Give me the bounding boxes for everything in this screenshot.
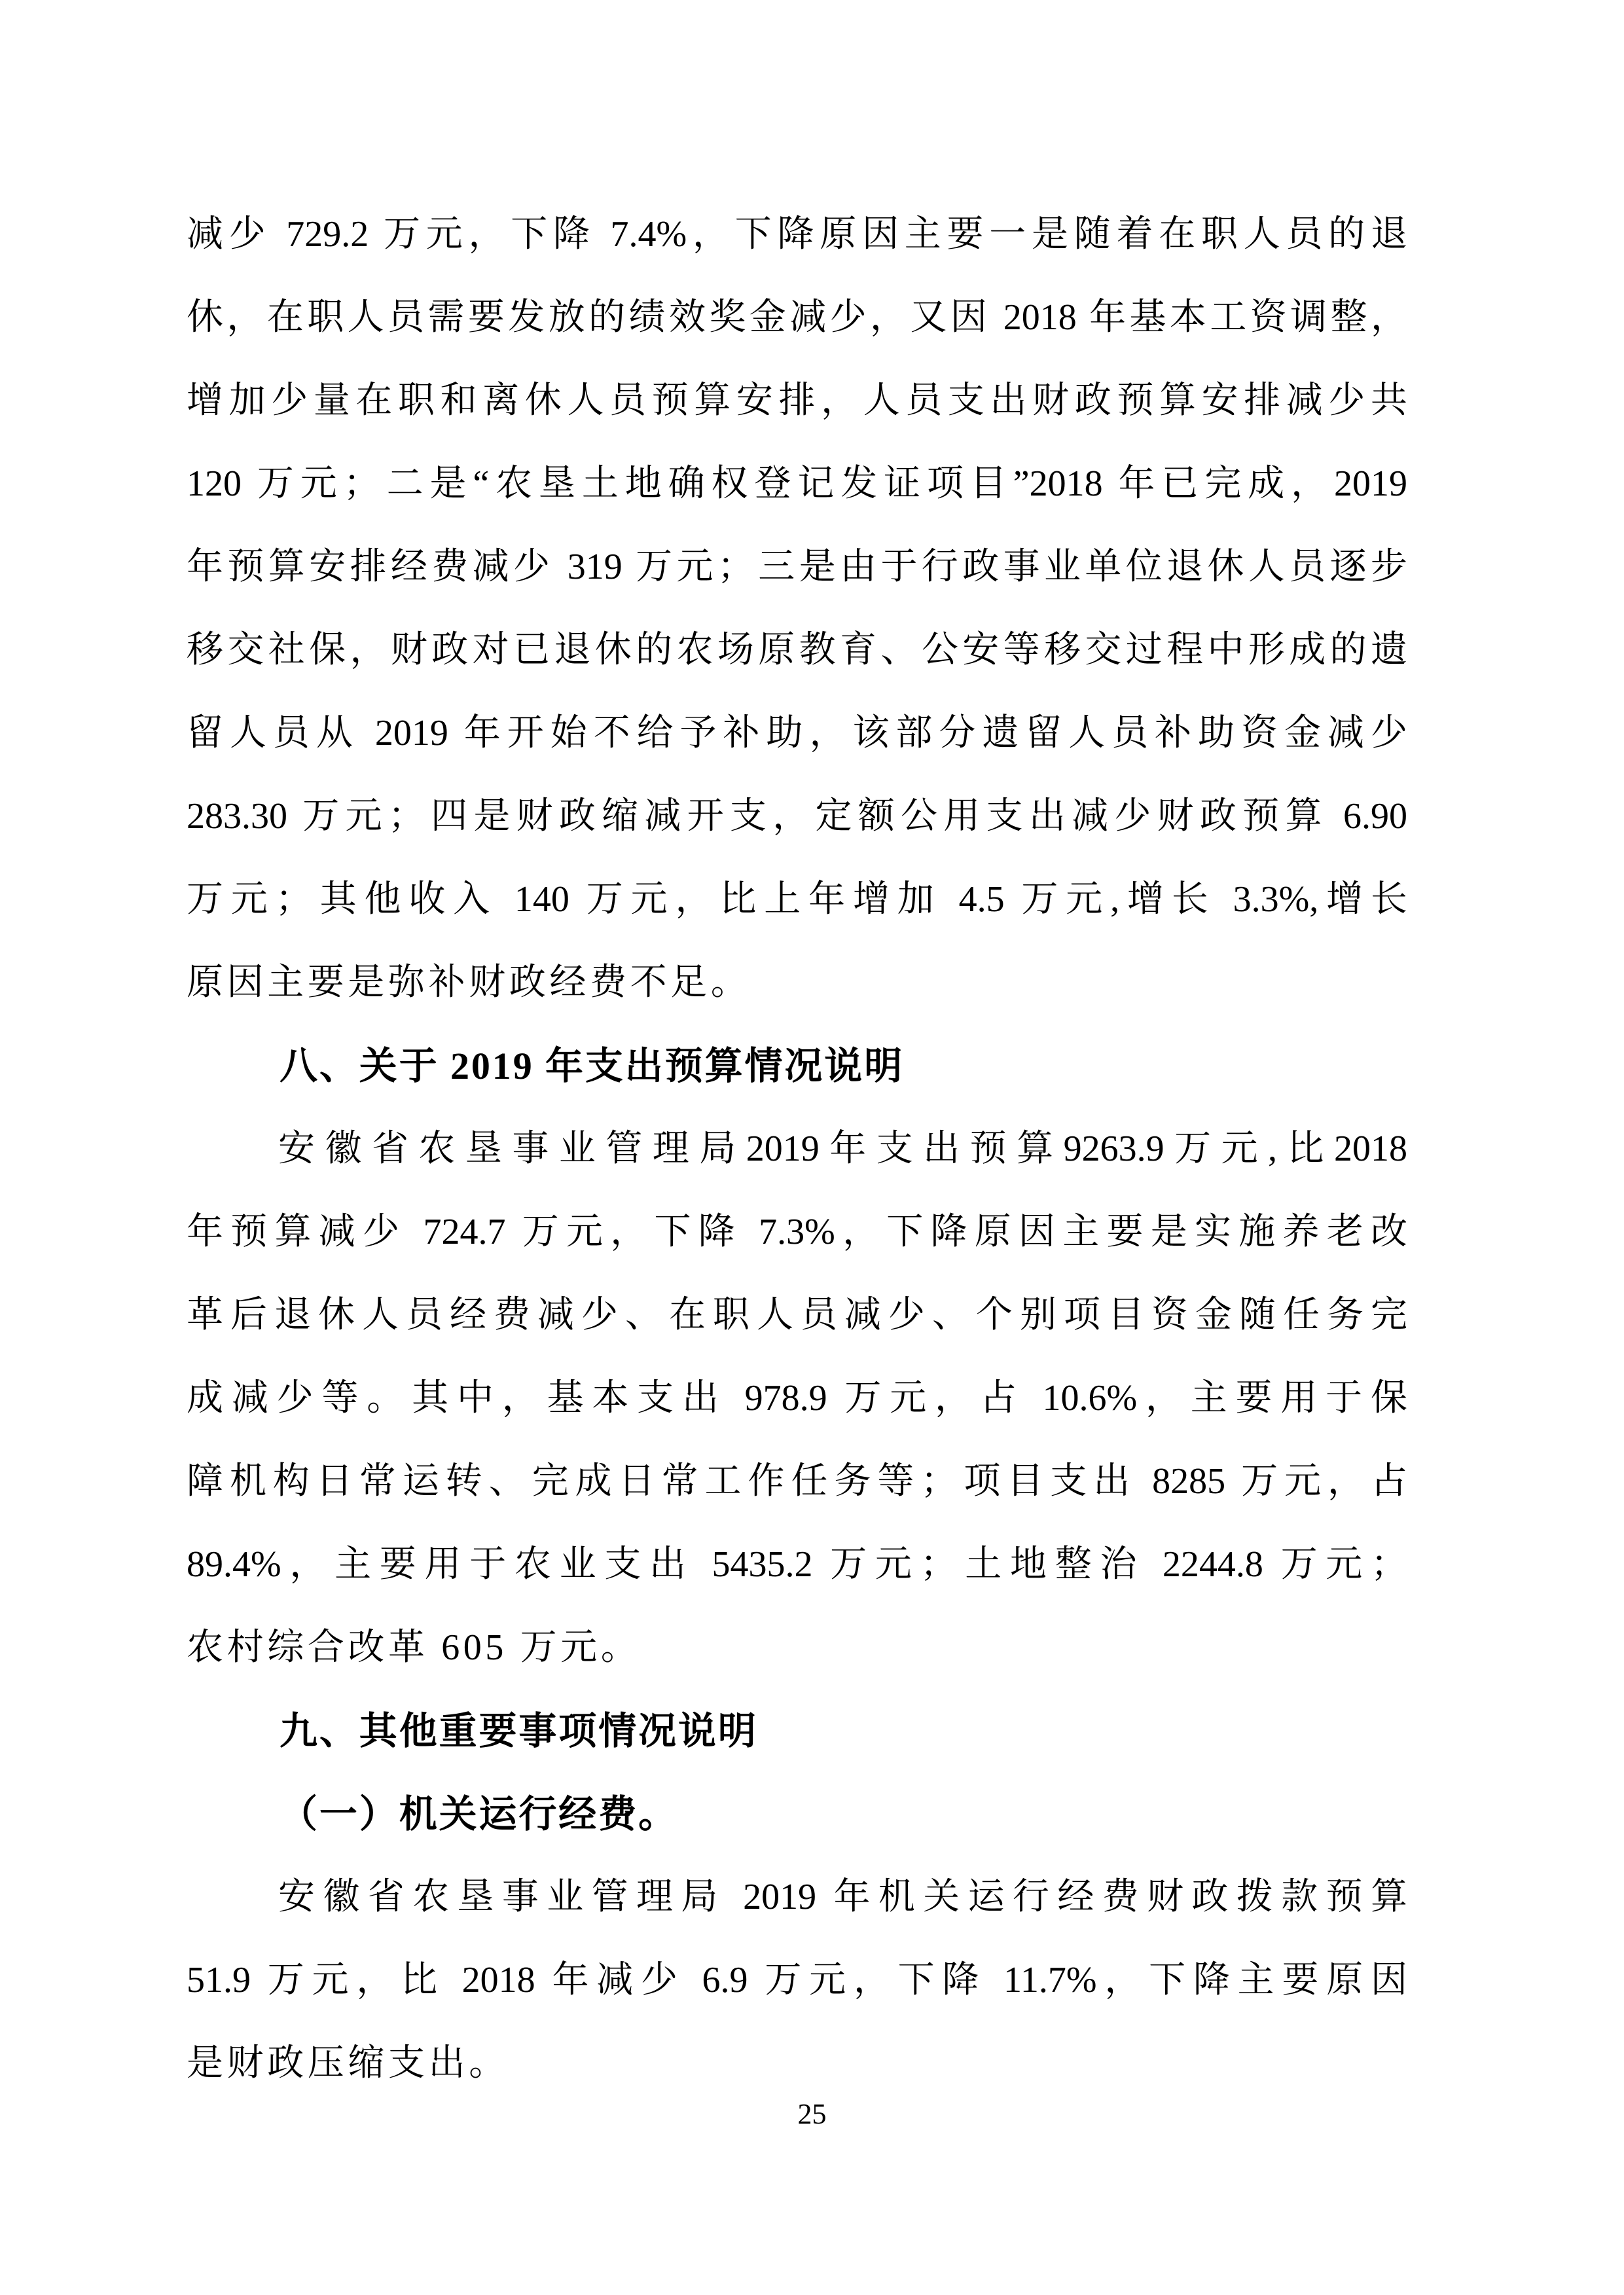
page-number: 25 <box>797 2098 827 2130</box>
paragraph-line: 增加少量在职和离休人员预算安排，人员支出财政预算安排减少共 <box>187 380 1407 421</box>
paragraph-line: 安徽省农垦事业管理局 2019 年机关运行经费财政拨款预算 <box>278 1877 1407 1917</box>
paragraph-line: 农村综合改革 605 万元。 <box>187 1627 641 1668</box>
paragraph-line: 51.9 万元，比 2018 年减少 6.9 万元，下降 11.7%，下降主要原因 <box>187 1960 1407 2000</box>
paragraph-line: 移交社保，财政对已退休的农场原教育、公安等移交过程中形成的遗 <box>187 630 1407 670</box>
paragraph-line: 年预算安排经费减少 319 万元；三是由于行政事业单位退休人员逐步 <box>187 547 1407 587</box>
paragraph-line: 革后退休人员经费减少、在职人员减少、个别项目资金随任务完 <box>187 1295 1407 1335</box>
subsection-heading-9-1: （一）机关运行经费。 <box>280 1793 679 1835</box>
paragraph-line: 是财政压缩支出。 <box>187 2043 509 2084</box>
page-footer <box>0 2085 1624 2144</box>
paragraph-line: 障机构日常运转、完成日常工作任务等；项目支出 8285 万元，占 <box>187 1461 1407 1502</box>
body-text <box>187 193 1407 2105</box>
paragraph-line: 年预算减少 724.7 万元，下降 7.3%，下降原因主要是实施养老改 <box>187 1212 1407 1252</box>
paragraph-line: 成减少等。其中，基本支出 978.9 万元，占 10.6%，主要用于保 <box>187 1378 1407 1419</box>
paragraph-line: 留人员从 2019 年开始不给予补助，该部分遗留人员补助资金减少 <box>187 713 1407 753</box>
paragraph-line: 原因主要是弥补财政经费不足。 <box>187 962 751 1003</box>
paragraph-line: 283.30 万元；四是财政缩减开支，定额公用支出减少财政预算 6.90 <box>187 796 1407 837</box>
paragraph-line: 120 万元；二是“农垦土地确权登记发证项目”2018 年已完成，2019 <box>187 463 1407 504</box>
paragraph-line: 安徽省农垦事业管理局2019年支出预算9263.9万元,比2018 <box>278 1129 1407 1169</box>
section-heading-9: 九、其他重要事项情况说明 <box>280 1710 758 1752</box>
paragraph-2019-expenditure-budget <box>187 1108 1407 1690</box>
paragraph-agency-operating-funds <box>187 1856 1407 2105</box>
paragraph-expenditure-decrease-reasons <box>187 193 1407 1024</box>
paragraph-line: 89.4%，主要用于农业支出 5435.2 万元；土地整治 2244.8 万元； <box>187 1544 1407 1585</box>
section-heading-8: 八、关于 2019 年支出预算情况说明 <box>280 1045 905 1087</box>
paragraph-line: 减少 729.2 万元，下降 7.4%，下降原因主要一是随着在职人员的退 <box>187 214 1407 255</box>
paragraph-line: 休，在职人员需要发放的绩效奖金减少，又因 2018 年基本工资调整， <box>187 297 1407 338</box>
paragraph-line: 万元；其他收入 140 万元，比上年增加 4.5 万元,增长 3.3%,增长 <box>187 879 1407 920</box>
